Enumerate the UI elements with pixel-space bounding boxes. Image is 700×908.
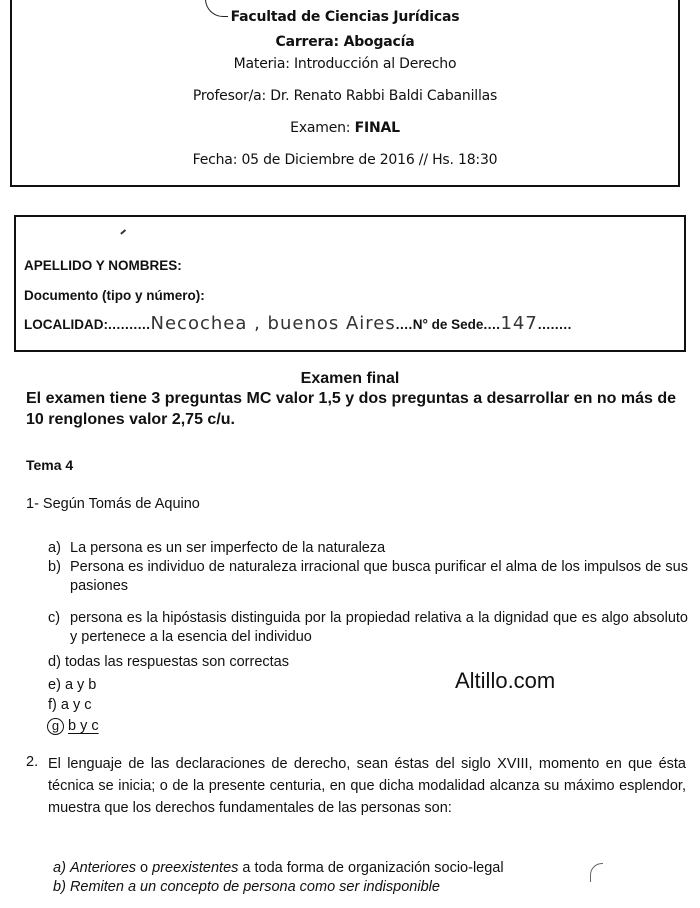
q1-option-d	[48, 653, 289, 672]
subject-name: Materia: Introducción al Derecho	[233, 56, 457, 72]
pen-corner-mark	[590, 863, 603, 882]
career-name: Carrera: Abogacía	[275, 34, 415, 50]
q1-option-b	[48, 558, 688, 596]
option-label: b)	[48, 559, 61, 575]
option-text: todas las respuestas son correctas	[64, 654, 289, 670]
exam-header-box	[10, 0, 680, 187]
option-text: persona es la hipóstasis distinguida por la propiedad relativa a la dignidad que es algo absoluto y pertenece a la esencia del individuo	[70, 610, 688, 645]
q1-option-a	[48, 539, 688, 558]
document-field-label: Documento (tipo y número):	[24, 288, 205, 303]
q1-option-c	[48, 609, 688, 647]
option-text: Remiten a un concepto de persona como ser indisponible	[69, 879, 440, 895]
q2-option-b	[53, 878, 440, 897]
option-text: Persona es individuo de naturaleza irracional que busca purificar el alma de los impulsos de sus pasiones	[70, 559, 688, 594]
question-2-text: El lenguaje de las declaraciones de derecho, sean éstas del siglo XVIII, momento en que ésta técnica se inicia; o de la presente centuria, en que dicha modalidad alcanza su máximo esplendor, muestra que los derechos fundamentales de las personas son:	[48, 756, 686, 816]
exam-title: Examen final	[300, 370, 400, 387]
professor-name: Profesor/a: Dr. Renato Rabbi Baldi Cabanillas	[192, 88, 498, 104]
locality-row	[24, 313, 572, 334]
option-label: e)	[48, 677, 61, 693]
locality-handwritten-value: Necochea , buenos Aires	[150, 313, 396, 334]
q1-option-g-selected	[47, 717, 99, 736]
exam-type-value: FINAL	[354, 120, 400, 136]
sede-field-label: N° de Sede	[412, 317, 484, 332]
sede-dots-after: ........	[537, 317, 572, 332]
q1-option-e	[48, 676, 96, 695]
option-label: b)	[53, 879, 66, 895]
q2-option-a	[53, 859, 504, 878]
locality-dots-after: ....	[395, 317, 413, 332]
sede-dots-before: ....	[483, 317, 501, 332]
option-text: a y c	[60, 697, 92, 713]
exam-theme: Tema 4	[26, 457, 74, 473]
sede-handwritten-value: 147	[500, 313, 538, 334]
question-1-text: 1- Según Tomás de Aquino	[26, 496, 200, 512]
exam-date: Fecha: 05 de Diciembre de 2016 // Hs. 18:30	[192, 152, 498, 168]
q1-option-f	[48, 696, 92, 715]
option-text-plain-1: o	[136, 860, 153, 876]
locality-field-label: LOCALIDAD:	[24, 317, 108, 332]
option-label: c)	[48, 610, 61, 626]
option-label: a)	[53, 860, 66, 876]
option-text-italic-2: preexistentes	[152, 860, 239, 876]
option-label: a)	[48, 540, 61, 556]
site-watermark: Altillo.com	[455, 668, 556, 693]
faculty-name: Facultad de Ciencias Jurídicas	[230, 9, 460, 25]
exam-type	[12, 120, 678, 136]
exam-type-label: Examen:	[290, 120, 355, 136]
student-data-box	[14, 215, 686, 352]
option-text-plain-2: a toda forma de organización socio-legal	[238, 860, 504, 876]
option-text-italic-1: Anteriores	[69, 860, 137, 876]
name-field-label: APELLIDO Y NOMBRES:	[24, 258, 182, 273]
locality-dots-before: ..........	[108, 317, 151, 332]
question-2-number: 2.	[26, 754, 39, 770]
pen-tick-mark	[120, 229, 126, 234]
circled-answer-mark: g	[47, 718, 64, 735]
exam-instructions: El examen tiene 3 preguntas MC valor 1,5 y dos preguntas a desarrollar en no más de 10 renglones valor 2,75 c/u.	[26, 390, 676, 428]
question-2	[26, 753, 686, 819]
option-label: d)	[48, 654, 61, 670]
option-label: f)	[48, 697, 57, 713]
option-text: La persona es un ser imperfecto de la naturaleza	[70, 540, 386, 556]
option-text: a y b	[64, 677, 97, 693]
option-text: b y c	[68, 718, 99, 734]
